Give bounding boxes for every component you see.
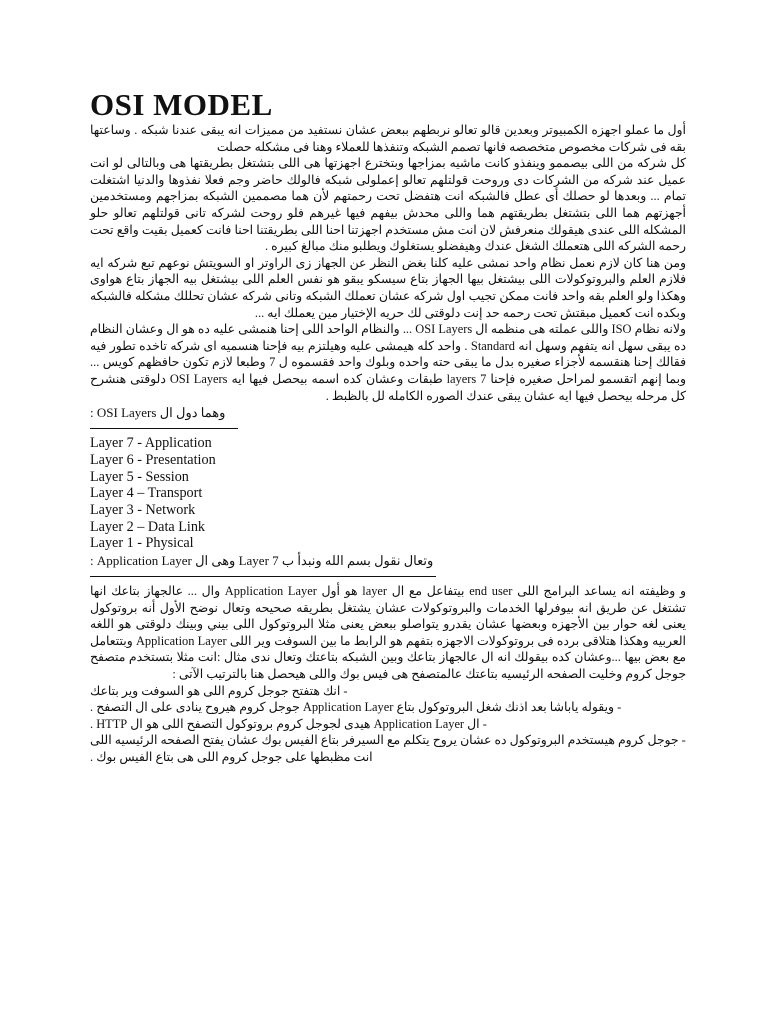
layer-item: Layer 2 – Data Link bbox=[90, 518, 206, 535]
layer-item: Layer 7 - Application bbox=[90, 435, 212, 452]
intro-paragraph: كل شركه من اللى بيصممو وينفذو كانت ماشيه بمزاجها وبتخترع اجهزتها هى اللى بتشتغل بطريقتها هى وبالتالى لو انت عميل عند شركه من الشركات دى وروحت قولتلهم تعالو إعملولى شبكه فالولك حاضر وجم فعلا نفذوها والدنيا اشتغلت تمام ... وبعدها لو حصلك أى عطل فالشبكه انت هتفضل تحت رحمتهم لأن هما مصممين الشبكه بمزاجهم ومستخدمين أجهزتهم هما اللى بتشتغل بطريقتهم هما واللى محدش بيفهم فيها غيرهم فلو روحت لشركه تانى قولتلهم تعالو حلو المشكله اللى عندى هيقولك منعرفش لان انت مش مستخدم اجهزتنا احنا اللى بطريقتنا احنا فانت كعميل بقيت واقع تحت رحمه الشركه اللى هتعملك الشغل عندك وهيفضلو يستغلوك ويطلبو منك مبالغ كبيره . bbox=[90, 156, 686, 254]
intro-paragraph: أول ما عملو اجهزه الكمبيوتر وبعدين قالو تعالو نربطهم ببعض عشان نستفيد من مميزات انه يبقى عندنا شبكه . وساعتها بقه فى شركات مخصوص متخصصه فانها تصمم الشبكه وتنفذها للعملاء وهنا فى مشكله حصلت bbox=[90, 123, 686, 154]
page-title: OSI MODEL bbox=[90, 87, 273, 122]
intro-paragraph: ولانه نظام ISO واللى عملته هى منظمه ال OSI Layers ... والنظام الواحد اللى إحنا هنمشى عليه ده هو ال وعشان النظام ده يبقى سهل انه يتفهم وسهل انه Standard . واحد كله هيمشى عليه وهيلتزم بيه فإحنا هنسميه اى شركه تاخده تطور فيه فقالك إحنا هنقسمه لأجزاء صغيره بدل ما يبقى حته واحده وبلوك واحد فقسموه ل 7 وطبعا لازم تكون حافظهم كويس ... وبما إنهم اتقسمو لمراحل صغيره فإحنا 7 layers طبقات وعشان كده اسمه بيحصل فيها ايه OSI Layers دلوقتى هنشرح كل مرحله بيحصل فيها ايه عشان يبقى عندك الصوره الكامله لل بالظبط . bbox=[90, 322, 687, 403]
layer-item: Layer 1 - Physical bbox=[90, 535, 194, 552]
application-paragraph: و وظيفته انه يساعد البرامج اللى end user بيتفاعل مع ال layer هو أول Application Layer وال ... عالجهاز بتاعك انها تشتغل عن طريق انه بيوفرلها الخدمات والبروتوكولات عشان يشتغل بطريقه صحيحه وتعال نوضح الأول أنه بروتوكول يعنى لغه حوار بين الأجهزه وبعضها عشان يقدرو يتواصلو ببعض يعنى مثلا البروتوكول اللى بيني وبينك دلوقتى هو اللغه العربيه وهكذا هتلاقى برده فى بروتوكولات الاجهزه بتفهم هو الرابط ما بين السوفت وير اللى Application Layer وبتتعامل مع بعض بيها ...وعشان كده بيقولك انه ال عالجهاز بتاعك وبين الشبكه بتاعتك وتعال ندى مثال :انت مثلا بتستخدم متصفح جوجل كروم وخليت الصفحه الرئيسيه بتاعتك عالمتصفح هى فيس بوك واللى هيحصل هنا بالترتيب الآتى : bbox=[90, 584, 687, 681]
layers-list bbox=[90, 435, 686, 552]
heading-underline bbox=[90, 576, 436, 577]
intro-section bbox=[90, 122, 686, 404]
layer-item: Layer 5 - Session bbox=[90, 468, 189, 485]
step-item: - ويقوله ياباشا بعد اذنك شغل البروتوكول بتاع Application Layer جوجل كروم هيروح ينادى على ال التصفح . bbox=[90, 700, 622, 715]
heading-underline bbox=[90, 428, 238, 429]
layer-item: Layer 3 - Network bbox=[90, 501, 196, 518]
step-item: - ال Application Layer هيدى لجوجل كروم بروتوكول التصفح اللى هو ال HTTP . bbox=[90, 716, 487, 731]
layer-item: Layer 4 – Transport bbox=[90, 485, 203, 502]
steps-list bbox=[90, 683, 686, 766]
application-layer-section bbox=[90, 583, 686, 683]
layer-item: Layer 6 - Presentation bbox=[90, 451, 216, 468]
layers-heading: وهما دول ال OSI Layers : bbox=[90, 405, 226, 421]
step-item: - انك هتفتح جوجل كروم اللى هو السوفت وير بتاعك bbox=[90, 683, 348, 698]
intro-paragraph: ومن هنا كان لازم نعمل نظام واحد نمشى عليه كلنا بغض النظر عن الجهاز زى الراوتر او السويتش نوعهم تبع شركه ايه فلازم العلم والبروتوكولات اللى بيشتغل بيها الجهاز بتاع سيسكو يبقو هو نفس العلم اللى بيشتغل بيه الجهاز بتاع هواوى وهكذا ولو العلم بقه واحد فانت ممكن تجيب اول شركه عشان تعملك الشبكه وتانى شركه عشان تحللك مشكله فالشبكه وبكده انت كعميل مبقتش تحت رحمه حد إنت دلوقتى لك حريه الإختيار مين يعملك ايه ... bbox=[90, 255, 686, 320]
step-item: - جوجل كروم هيستخدم البروتوكول ده عشان يروح يتكلم مع السيرفر بتاع الفيس بوك عشان يفتح الصفحه الرئيسيه اللى انت مظبطها على جوجل كروم اللى هى بتاع الفيس بوك . bbox=[90, 733, 686, 764]
application-layer-heading: وتعال نقول بسم الله ونبدأ ب Layer 7 وهى ال Application Layer : bbox=[90, 553, 434, 569]
document-page bbox=[90, 88, 686, 766]
